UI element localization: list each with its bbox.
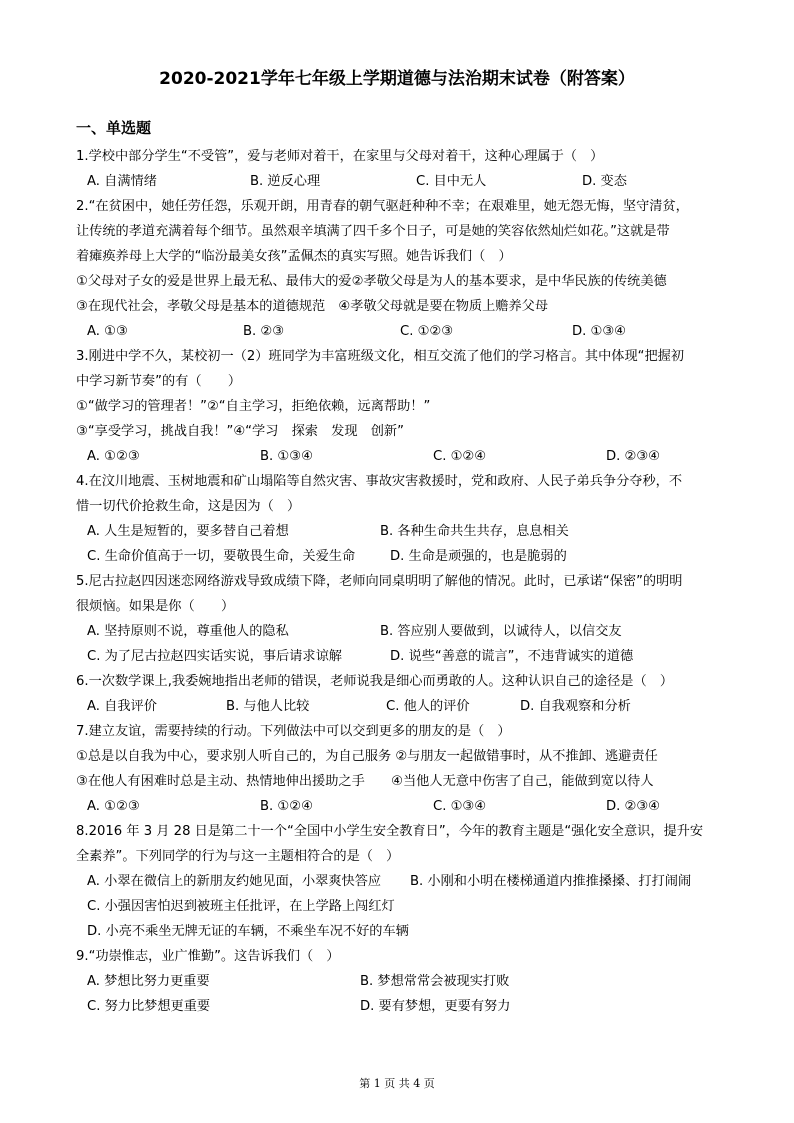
question-2-line-3: 着瘫痪养母上大学的“临汾最美女孩”孟佩杰的真实写照。她告诉我们（ ） — [76, 249, 512, 264]
question-7-line-1: 7.建立友谊，需要持续的行动。下列做法中可以交到更多的朋友的是（ ） — [76, 724, 511, 739]
question-5-line-1: 5.尼古拉赵四因迷恋网络游戏导致成绩下降，老师向同桌明明了解他的情况。此时，已承诺“保密”的明明 — [76, 574, 683, 589]
question-9-option-c: C. 努力比梦想更重要 — [87, 999, 211, 1014]
question-1-option-c: C. 目中无人 — [416, 174, 487, 189]
question-6-option-b: B. 与他人比较 — [226, 699, 310, 714]
question-2-option-d: D. ①③④ — [572, 324, 627, 339]
question-2-line-5: ③在现代社会，孝敬父母是基本的道德规范 ④孝敬父母就是要在物质上赡养父母 — [76, 299, 549, 314]
question-5-line-2: 很烦恼。如果是你（ ） — [76, 599, 235, 614]
question-6-option-a: A. 自我评价 — [87, 699, 157, 714]
question-4-option-b: B. 各种生命共生共存，息息相关 — [380, 524, 569, 539]
question-3-option-b: B. ①③④ — [260, 449, 313, 464]
question-2-option-c: C. ①②③ — [400, 324, 454, 339]
question-7-line-2: ①总是以自我为中心，要求别人听自己的，为自己服务 ②与朋友一起做错事时，从不推卸、逃避责任 — [76, 749, 658, 764]
question-9-line-1: 9.“功崇惟志，业广惟勤”。这告诉我们（ ） — [76, 949, 340, 964]
question-1-option-b: B. 逆反心理 — [250, 174, 321, 189]
question-8-option-c: C. 小强因害怕迟到被班主任批评，在上学路上闯红灯 — [87, 899, 395, 914]
question-9-option-d: D. 要有梦想，更要有努力 — [360, 999, 511, 1014]
question-2-option-a: A. ①③ — [87, 324, 128, 339]
question-4-line-1: 4.在汶川地震、玉树地震和矿山塌陷等自然灾害、事故灾害救援时，党和政府、人民子弟兵争分夺秒，不 — [76, 474, 683, 489]
question-4-option-c: C. 生命价值高于一切，要敬畏生命，关爱生命 — [87, 549, 356, 564]
question-9-option-b: B. 梦想常常会被现实打败 — [360, 974, 510, 989]
question-7-option-b: B. ①②④ — [260, 799, 313, 814]
question-6-line-1: 6.一次数学课上,我委婉地指出老师的错误，老师说我是细心而勇敢的人。这种认识自己的途径是（ ） — [76, 674, 674, 689]
question-8-option-d: D. 小亮不乘坐无牌无证的车辆，不乘坐车况不好的车辆 — [87, 924, 409, 939]
question-7-option-d: D. ②③④ — [606, 799, 661, 814]
page-footer: 第 1 页 共 4 页 — [359, 1077, 435, 1090]
question-2-option-b: B. ②③ — [243, 324, 285, 339]
question-6-option-d: D. 自我观察和分析 — [520, 699, 631, 714]
question-3-line-1: 3.刚进中学不久，某校初一（2）班同学为丰富班级文化，相互交流了他们的学习格言。其中体现“把握初 — [76, 349, 685, 364]
question-3-option-c: C. ①②④ — [433, 449, 487, 464]
question-3-option-a: A. ①②③ — [87, 449, 140, 464]
question-1-option-d: D. 变态 — [582, 174, 627, 189]
question-8-line-2: 全素养”。下列同学的行为与这一主题相符合的是（ ） — [76, 849, 400, 864]
question-9-option-a: A. 梦想比努力更重要 — [87, 974, 210, 989]
page-title: 2020-2021学年七年级上学期道德与法治期末试卷（附答案） — [159, 69, 635, 89]
question-2-line-4: ①父母对子女的爱是世界上最无私、最伟大的爱②孝敬父母是为人的基本要求，是中华民族的传统美德 — [76, 274, 667, 289]
question-1-option-a: A. 自满情绪 — [87, 174, 157, 189]
section-heading: 一、单选题 — [76, 119, 152, 137]
question-3-line-3: ①“做学习的管理者！”②“自主学习，拒绝依赖，远离帮助！” — [76, 399, 431, 414]
question-5-option-c: C. 为了尼古拉赵四实话实说，事后请求谅解 — [87, 649, 342, 664]
question-7-option-c: C. ①③④ — [433, 799, 487, 814]
question-4-option-a: A. 人生是短暂的，要多替自己着想 — [87, 524, 289, 539]
question-4-line-2: 惜一切代价抢救生命，这是因为（ ） — [76, 499, 301, 514]
question-6-option-c: C. 他人的评价 — [386, 699, 470, 714]
question-2-line-2: 让传统的孝道充满着每个细节。虽然艰辛填满了四千多个日子，可是她的笑容依然灿烂如花。”这就是带 — [76, 224, 670, 239]
question-7-line-3: ③在他人有困难时总是主动、热情地伸出援助之手 ④当他人无意中伤害了自己，能做到宽以待人 — [76, 774, 654, 789]
question-7-option-a: A. ①②③ — [87, 799, 140, 814]
question-3-line-2: 中学习新节奏”的有（ ） — [76, 374, 242, 389]
question-5-option-a: A. 坚持原则不说，尊重他人的隐私 — [87, 624, 289, 639]
question-8-option-b: B. 小刚和小明在楼梯通道内推推搡搡、打打闹闹 — [410, 874, 692, 889]
question-2-line-1: 2.“在贫困中，她任劳任怨，乐观开朗，用青春的朝气驱赶种种不幸；在艰难里，她无怨无悔，坚守清贫， — [76, 199, 689, 214]
question-8-option-a: A. 小翠在微信上的新朋友约她见面，小翠爽快答应 — [87, 874, 382, 889]
question-5-option-d: D. 说些“善意的谎言”，不违背诚实的道德 — [390, 649, 634, 664]
question-1-line-1: 1.学校中部分学生“不受管”，爱与老师对着干，在家里与父母对着干，这种心理属于（ ） — [76, 149, 604, 164]
question-3-line-4: ③“享受学习，挑战自我！”④“学习 探索 发现 创新” — [76, 424, 404, 439]
question-5-option-b: B. 答应别人要做到，以诚待人，以信交友 — [380, 624, 622, 639]
question-4-option-d: D. 生命是顽强的，也是脆弱的 — [390, 549, 567, 564]
question-3-option-d: D. ②③④ — [606, 449, 661, 464]
question-8-line-1: 8.2016 年 3 月 28 日是第二十一个“全国中小学生安全教育日”，今年的教育主题是“强化安全意识，提升安 — [76, 824, 704, 839]
